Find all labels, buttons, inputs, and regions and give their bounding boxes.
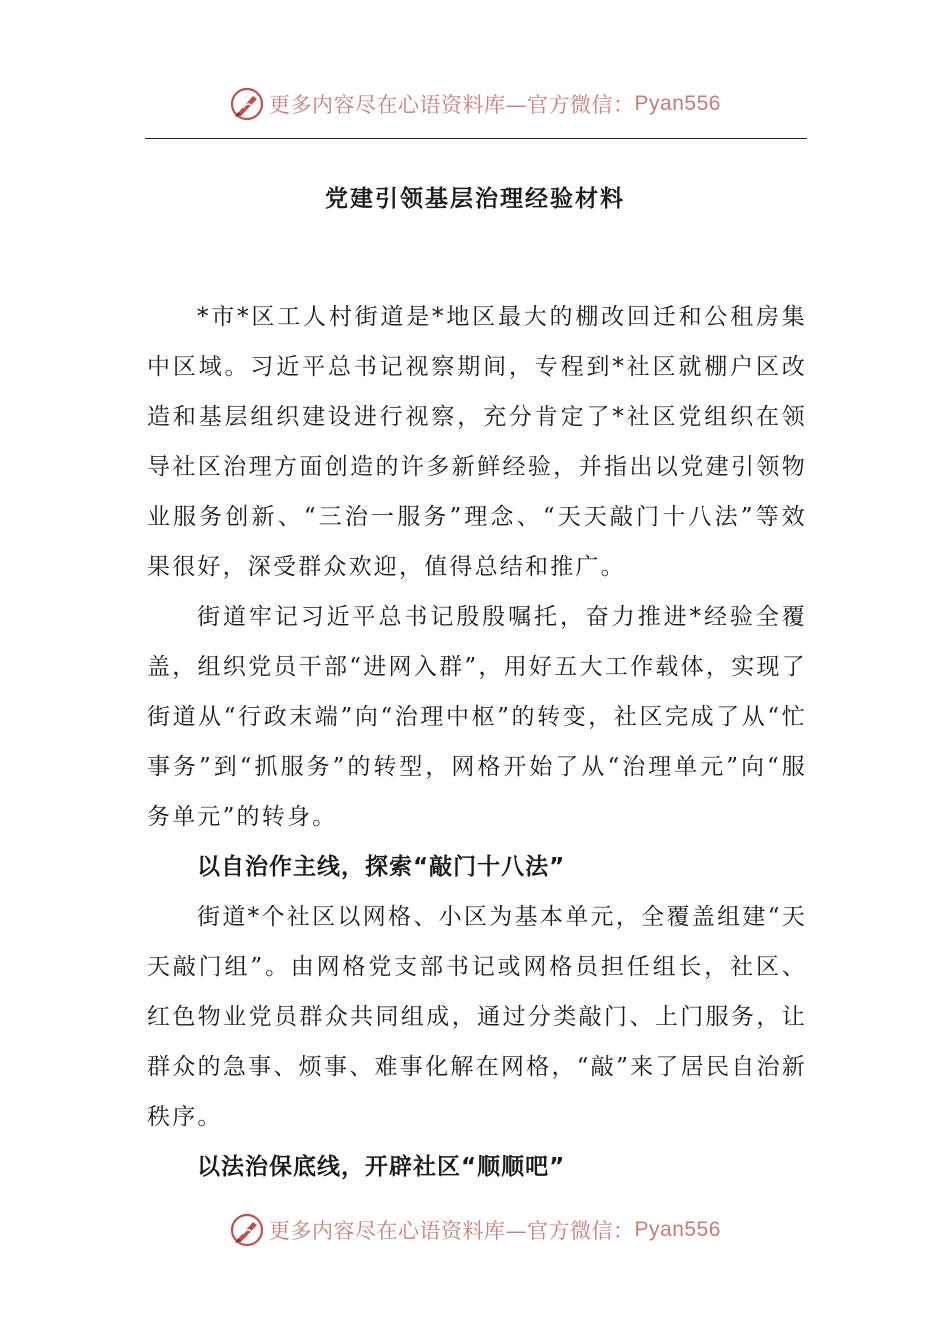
paragraph-2: 街道牢记习近平总书记殷殷嘱托，奋力推进*经验全覆盖，组织党员干部“进网入群”，用好五大工作载体，实现了街道从“行政末端”向“治理中枢”的转变，社区完成了从“忙事务”到“抓服务”的转型，网格开始了从“治理单元”向“服务单元”的转身。 [147, 604, 807, 830]
document-title: 党建引领基层治理经验材料 [325, 186, 625, 212]
watermark-text: 更多内容尽在心语资料库—官方微信： [269, 1219, 635, 1243]
header-divider [145, 138, 807, 139]
paragraph-1: *市*区工人村街道是*地区最大的棚改回迁和公租房集中区域。习近平总书记视察期间，专程到*社区就棚户区改造和基层组织建设进行视察，充分肯定了*社区党组织在领导社区治理方面创造的许多新鲜经验，并指出以党建引领物业服务创新、“三治一服务”理念、“天天敲门十八法”等效果很好，深受群众欢迎，值得总结和推广。 [147, 304, 807, 580]
section-heading-2: 以法治保底线，开辟社区“顺顺吧” [197, 1154, 566, 1180]
watermark-footer [0, 1210, 950, 1250]
watermark-text: 更多内容尽在心语资料库—官方微信： [269, 93, 635, 117]
watermark-header [0, 84, 950, 124]
paragraph-3: 街道*个社区以网格、小区为基本单元，全覆盖组建“天天敲门组”。由网格党支部书记或网格员担任组长，社区、红色物业党员群众共同组成，通过分类敲门、上门服务，让群众的急事、烦事、难事化解在网格，“敲”来了居民自治新秩序。 [147, 904, 807, 1130]
section-heading-1: 以自治作主线，探索“敲门十八法” [197, 854, 566, 880]
watermark-wechat-id: Pyan556 [634, 92, 721, 115]
pen-logo-icon [229, 86, 265, 122]
watermark-wechat-id: Pyan556 [634, 1218, 721, 1241]
pen-logo-icon [229, 1212, 265, 1248]
document-body [147, 292, 807, 1192]
